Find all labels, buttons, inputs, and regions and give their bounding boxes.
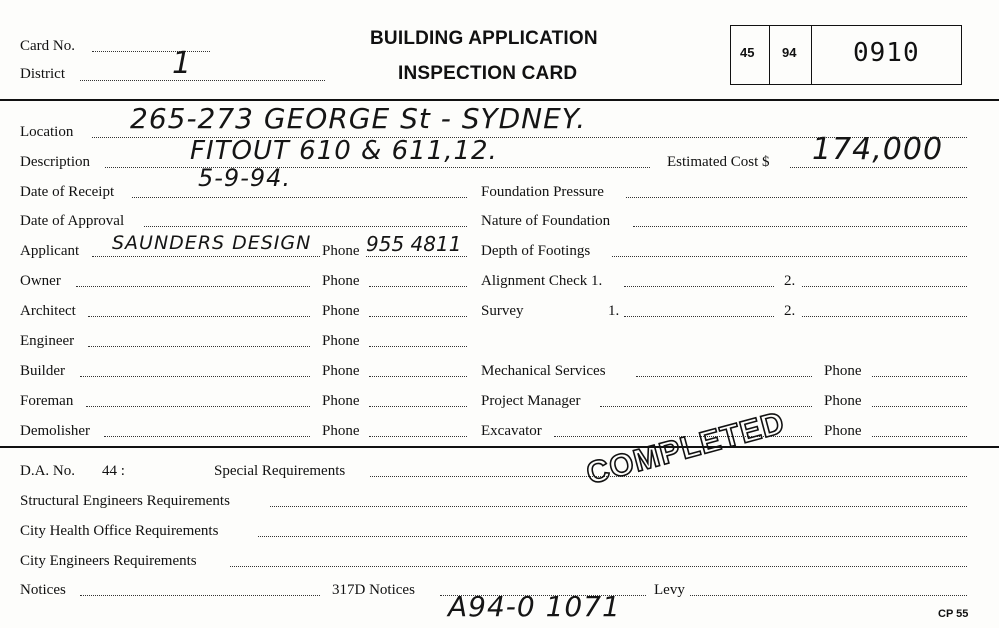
structural-requirements-label: Structural Engineers Requirements [20, 493, 230, 509]
foreman-phone-line[interactable] [369, 406, 467, 407]
district-line[interactable] [80, 80, 325, 81]
mechanical-services-line[interactable] [636, 376, 812, 377]
alignment-2-line[interactable] [802, 286, 967, 287]
architect-phone-label: Phone [322, 303, 360, 319]
demolisher-line[interactable] [104, 436, 310, 437]
levy-line[interactable] [690, 595, 967, 596]
applicant-label: Applicant [20, 243, 80, 259]
special-requirements-line[interactable] [370, 476, 967, 477]
applicant-phone-label: Phone [322, 243, 360, 259]
district-value: 1 [172, 46, 193, 81]
engineer-line[interactable] [88, 346, 310, 347]
nature-foundation-label: Nature of Foundation [481, 213, 611, 229]
description-label: Description [20, 154, 90, 170]
foreman-line[interactable] [86, 406, 310, 407]
location-label: Location [20, 124, 74, 140]
city-engineers-label: City Engineers Requirements [20, 553, 197, 569]
project-manager-phone-label: Phone [824, 393, 862, 409]
da-no-value: 44 : [102, 463, 125, 479]
description-line[interactable] [105, 167, 650, 168]
date-receipt-value: 5-9-94. [198, 164, 292, 192]
district-label: District [20, 66, 65, 82]
description-value: FITOUT 610 & 611,12. [190, 136, 498, 166]
mechanical-phone-line[interactable] [872, 376, 967, 377]
depth-footings-label: Depth of Footings [481, 243, 591, 259]
estimated-cost-line[interactable] [790, 167, 967, 168]
card-number: 0910 [853, 38, 920, 68]
mechanical-phone-label: Phone [824, 363, 862, 379]
estimated-cost-label: Estimated Cost $ [667, 154, 770, 170]
mechanical-services-label: Mechanical Services [481, 363, 606, 379]
da-no-label: D.A. No. [20, 463, 75, 479]
owner-phone-label: Phone [322, 273, 360, 289]
title-line-1: BUILDING APPLICATION [370, 28, 598, 49]
cell-divider [769, 26, 770, 84]
excavator-phone-label: Phone [824, 423, 862, 439]
excavator-label: Excavator [481, 423, 542, 439]
structural-requirements-line[interactable] [270, 506, 967, 507]
survey-1-label: 1. [608, 303, 620, 319]
code-45: 45 [740, 45, 755, 60]
date-approval-line[interactable] [144, 226, 467, 227]
builder-phone-label: Phone [322, 363, 360, 379]
nature-foundation-line[interactable] [633, 226, 967, 227]
engineer-phone-line[interactable] [369, 346, 467, 347]
architect-label: Architect [20, 303, 76, 319]
levy-label: Levy [654, 582, 685, 598]
architect-phone-line[interactable] [369, 316, 467, 317]
completed-stamp: COMPLETED [582, 404, 789, 492]
owner-phone-line[interactable] [369, 286, 467, 287]
card-no-line[interactable] [92, 51, 210, 52]
health-requirements-line[interactable] [258, 536, 967, 537]
survey-2-line[interactable] [802, 316, 967, 317]
owner-line[interactable] [76, 286, 310, 287]
location-value: 265-273 GEORGE St - SYDNEY. [130, 102, 587, 135]
alignment-2-label: 2. [784, 273, 796, 289]
middle-divider [0, 446, 999, 448]
builder-line[interactable] [80, 376, 310, 377]
builder-phone-line[interactable] [369, 376, 467, 377]
foreman-label: Foreman [20, 393, 74, 409]
date-receipt-label: Date of Receipt [20, 184, 115, 200]
card-number-box [730, 25, 962, 85]
foundation-pressure-label: Foundation Pressure [481, 184, 604, 200]
cell-divider [811, 26, 812, 84]
applicant-phone-value: 955 4811 [366, 232, 462, 256]
project-manager-phone-line[interactable] [872, 406, 967, 407]
applicant-phone-line[interactable] [366, 256, 467, 257]
excavator-phone-line[interactable] [872, 436, 967, 437]
engineer-phone-label: Phone [322, 333, 360, 349]
title-line-2: INSPECTION CARD [398, 63, 578, 84]
depth-footings-line[interactable] [612, 256, 967, 257]
header-divider [0, 99, 999, 101]
applicant-value: SAUNDERS DESIGN [112, 232, 312, 254]
notices-label: Notices [20, 582, 66, 598]
survey-label: Survey [481, 303, 524, 319]
card-no-label: Card No. [20, 38, 75, 54]
alignment-1-line[interactable] [624, 286, 774, 287]
architect-line[interactable] [88, 316, 310, 317]
notices-line[interactable] [80, 595, 320, 596]
builder-label: Builder [20, 363, 65, 379]
code-94: 94 [782, 45, 797, 60]
demolisher-phone-line[interactable] [369, 436, 467, 437]
applicant-line[interactable] [92, 256, 320, 257]
survey-1-line[interactable] [624, 316, 774, 317]
survey-2-label: 2. [784, 303, 796, 319]
demolisher-label: Demolisher [20, 423, 90, 439]
city-engineers-line[interactable] [230, 566, 967, 567]
form-code: CP 55 [938, 608, 969, 620]
date-approval-label: Date of Approval [20, 213, 125, 229]
foreman-phone-label: Phone [322, 393, 360, 409]
owner-label: Owner [20, 273, 61, 289]
alignment-check-label: Alignment Check 1. [481, 273, 603, 289]
handwritten-reference: A94-0 1071 [448, 590, 621, 623]
special-requirements-label: Special Requirements [214, 463, 346, 479]
demolisher-phone-label: Phone [322, 423, 360, 439]
notices-317d-label: 317D Notices [332, 582, 415, 598]
foundation-pressure-line[interactable] [626, 197, 967, 198]
date-receipt-line[interactable] [132, 197, 467, 198]
project-manager-label: Project Manager [481, 393, 581, 409]
health-requirements-label: City Health Office Requirements [20, 523, 219, 539]
engineer-label: Engineer [20, 333, 75, 349]
estimated-cost-value: 174,000 [812, 132, 944, 167]
